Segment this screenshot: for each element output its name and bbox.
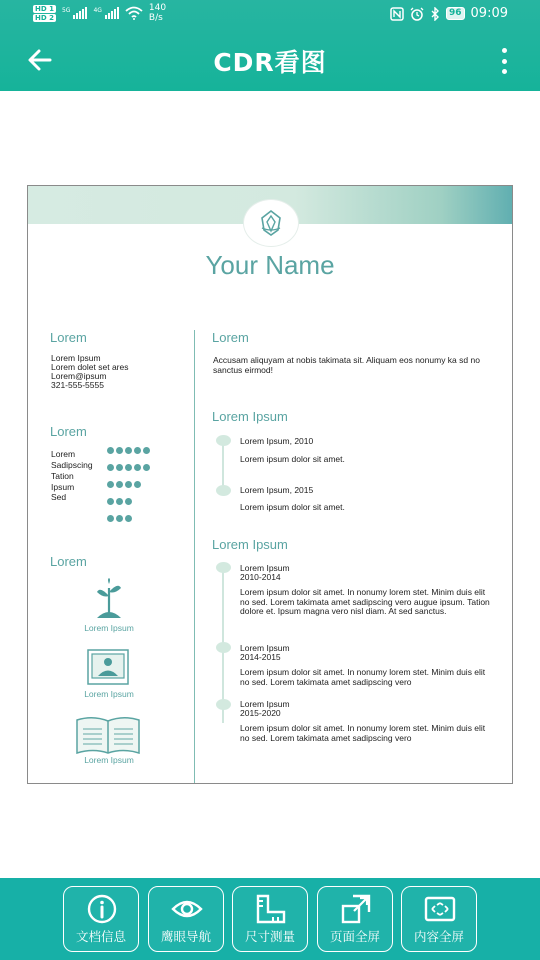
toolbar-label: 页面全屏 (329, 929, 380, 944)
experience-title: Lorem Ipsum (240, 699, 290, 709)
toolbar-label: 尺寸测量 (244, 929, 295, 944)
skill-label: Sadipscing (51, 460, 93, 470)
more-options-icon[interactable] (500, 48, 508, 74)
skill-level-dots (107, 498, 132, 505)
timeline-node (216, 642, 231, 653)
toolbar-label: 内容全屏 (413, 929, 464, 944)
wifi-icon (125, 6, 143, 20)
experience-text: Lorem ipsum dolor sit amet. In nonumy lorem stet. Minim duis elit no sed. Lorem takimata amet sadipscing vero (240, 667, 486, 687)
lotus-icon (256, 208, 286, 238)
contact-line: Lorem dolet set ares (51, 362, 129, 372)
skill-dot (125, 515, 132, 522)
skill-dot (107, 515, 114, 522)
hd-badges (33, 5, 56, 22)
skill-label: Sed (51, 492, 67, 502)
interest-caption: Lorem Ipsum (84, 755, 134, 765)
contact-heading: Lorem (50, 330, 87, 345)
bluetooth-icon (430, 7, 440, 21)
alarm-icon (410, 7, 424, 21)
network-speed (149, 3, 166, 23)
picture-icon (87, 649, 129, 685)
eagle-eye-nav-button[interactable] (148, 886, 224, 952)
skill-dot (134, 464, 141, 471)
skill-label: Lorem (51, 449, 76, 459)
eye-icon (171, 893, 203, 925)
toolbar-label: 鹰眼导航 (160, 929, 211, 944)
ruler-icon (255, 893, 287, 925)
contact-line: 321-555-5555 (51, 380, 104, 390)
education-text: Lorem ipsum dolor sit amet. (240, 502, 345, 512)
experience-period: 2010-2014 (240, 572, 281, 582)
profile-text: Accusam aliquyam at nobis takimata sit. Aliquam eos nonumy ka sd no sanctus eirmod! (213, 355, 480, 375)
skill-dot (116, 498, 123, 505)
skill-dot (116, 481, 123, 488)
timeline-node (216, 699, 231, 710)
timeline-node (216, 485, 231, 496)
book-icon (75, 715, 141, 755)
status-bar (0, 0, 540, 30)
page-fullscreen-icon (340, 893, 372, 925)
education-title: Lorem Ipsum, 2015 (240, 485, 314, 495)
skill-dot (116, 515, 123, 522)
experience-period: 2015-2020 (240, 708, 281, 718)
resume-name: Your Name (205, 250, 335, 280)
hd1-badge: HD 1 (35, 4, 54, 13)
experience-text: Lorem ipsum dolor sit amet. In nonumy lorem stet. Minim duis elit no sed. Lorem takimata amet sadipscing vero augue ipsum. Tation dolore et. Ipsum magna vero nisl diam. At sed sanctus. (240, 587, 490, 616)
net2-label: 4G (93, 6, 102, 14)
education-heading: Lorem Ipsum (212, 409, 288, 424)
interest-caption: Lorem Ipsum (84, 689, 134, 699)
bottom-toolbar (0, 878, 540, 960)
page-title: CDR看图 (213, 48, 327, 77)
skill-dot (134, 481, 141, 488)
hd2-badge: HD 2 (35, 13, 54, 22)
skill-dot (107, 447, 114, 454)
skill-dot (125, 447, 132, 454)
skill-label: Ipsum (51, 482, 75, 492)
skill-label: Tation (51, 471, 74, 481)
skills-heading: Lorem (50, 424, 87, 439)
lotus-logo (244, 200, 298, 246)
column-divider (194, 330, 195, 784)
skill-dot (125, 498, 132, 505)
interests-heading: Lorem (50, 554, 87, 569)
signal1-icon (73, 7, 87, 19)
skill-dot (107, 498, 114, 505)
clock: 09:09 (470, 6, 508, 21)
education-text: Lorem ipsum dolor sit amet. (240, 454, 345, 464)
speed-unit: B/s (148, 13, 163, 23)
skill-level-dots (107, 515, 132, 522)
education-title: Lorem Ipsum, 2010 (240, 436, 314, 446)
battery-indicator: 96 (446, 7, 465, 20)
skill-dot (143, 447, 150, 454)
interest-caption: Lorem Ipsum (84, 623, 134, 633)
document-info-button[interactable] (63, 886, 139, 952)
top-bar (0, 0, 540, 91)
skill-dot (107, 481, 114, 488)
page-fullscreen-button[interactable] (317, 886, 393, 952)
signal2-icon (105, 7, 119, 19)
content-fullscreen-icon (424, 893, 456, 925)
profile-heading: Lorem (212, 330, 249, 345)
experience-text: Lorem ipsum dolor sit amet. In nonumy lorem stet. Minim duis elit no sed. Lorem takimata amet sadipscing vero (240, 723, 486, 743)
skill-dot (116, 464, 123, 471)
experience-period: 2014-2015 (240, 652, 281, 662)
contact-line: Lorem Ipsum (51, 353, 101, 363)
experience-heading: Lorem Ipsum (212, 537, 288, 552)
measure-button[interactable] (232, 886, 308, 952)
document-canvas[interactable] (27, 185, 513, 784)
contact-line: Lorem@ipsum (51, 371, 107, 381)
skill-dot (125, 464, 132, 471)
app-bar (0, 30, 540, 91)
content-fullscreen-button[interactable] (401, 886, 477, 952)
skill-level-dots (107, 481, 141, 488)
skill-level-dots (107, 464, 150, 471)
timeline-node (216, 562, 231, 573)
skill-dot (143, 464, 150, 471)
experience-title: Lorem Ipsum (240, 563, 290, 573)
skill-dot (116, 447, 123, 454)
timeline-node (216, 435, 231, 446)
toolbar-label: 文档信息 (75, 929, 126, 944)
skill-dot (125, 481, 132, 488)
plant-icon (94, 578, 124, 618)
skill-dot (134, 447, 141, 454)
net1-label: 5G (61, 6, 71, 14)
nfc-icon (390, 7, 404, 21)
skill-dot (107, 464, 114, 471)
speed-value: 140 (148, 3, 167, 13)
info-icon (86, 893, 118, 925)
experience-title: Lorem Ipsum (240, 643, 290, 653)
skill-level-dots (107, 447, 150, 454)
